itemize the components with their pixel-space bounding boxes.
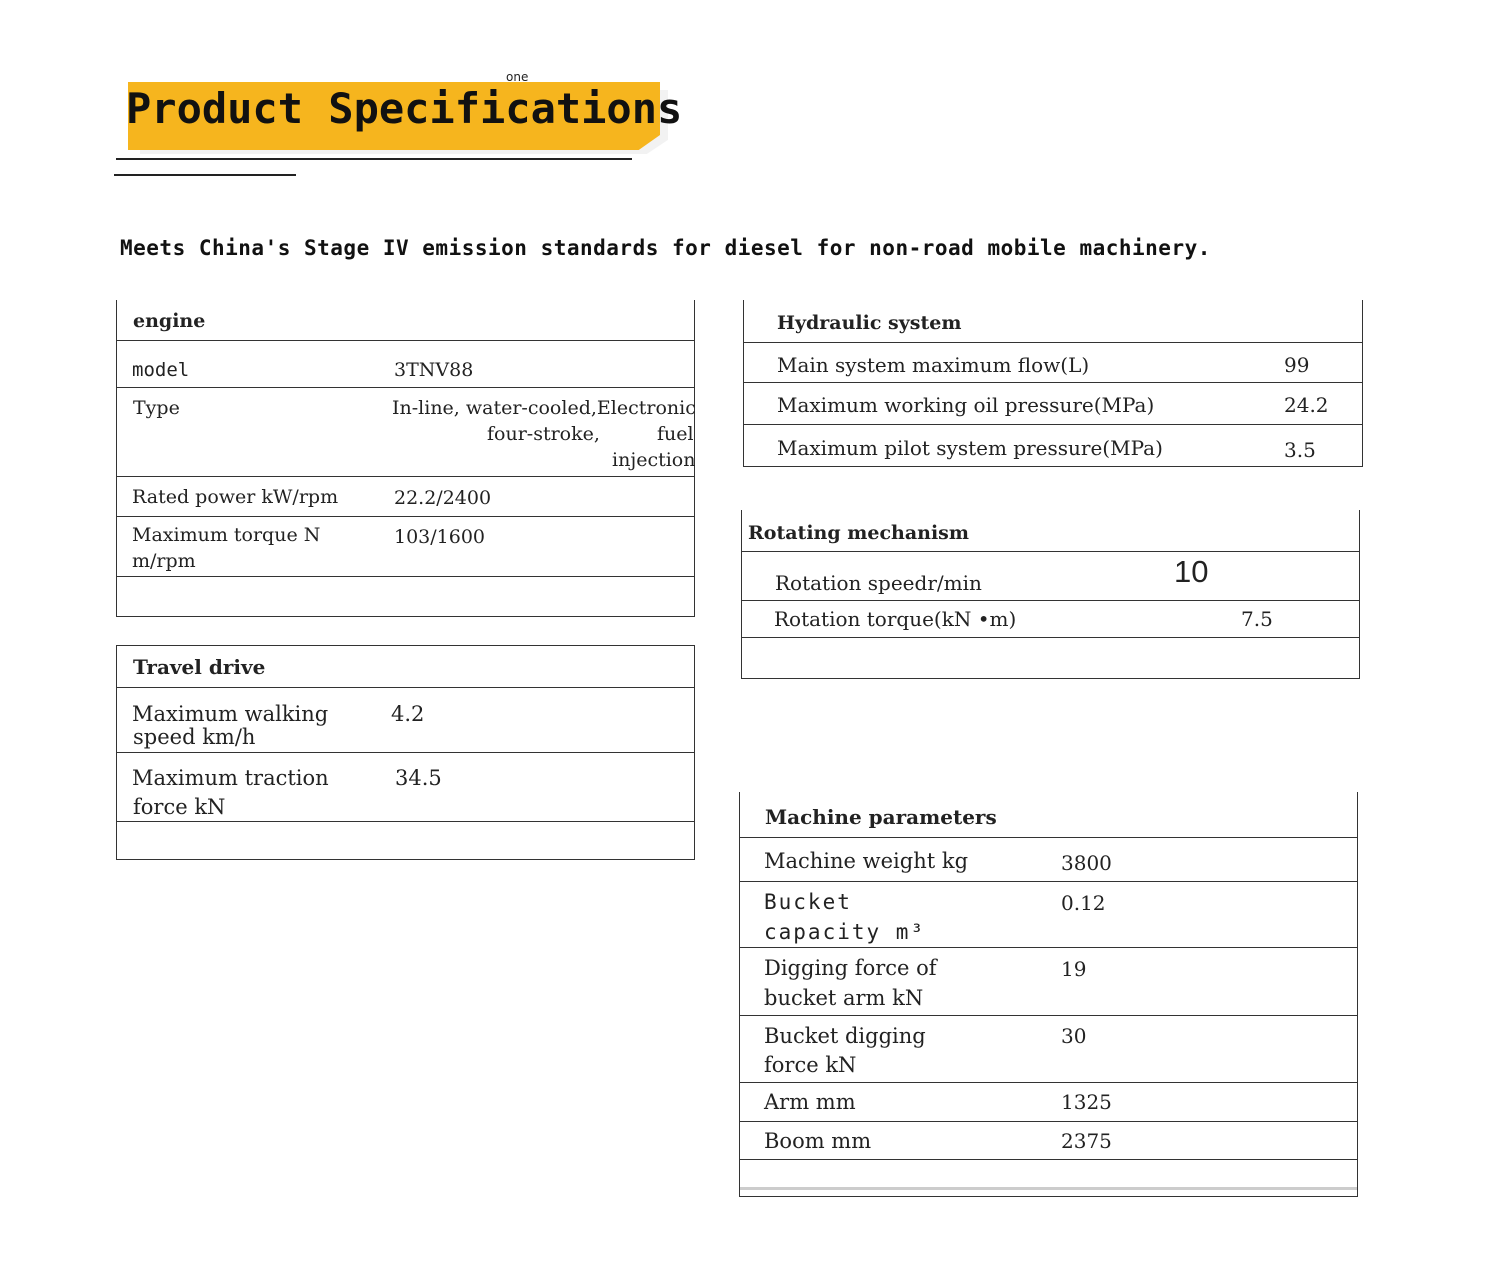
row-value: 7.5 <box>1241 607 1273 631</box>
row-label: Rotation torque(kN •m) <box>774 607 1017 631</box>
row-value-line1: In-line, water-cooled,Electronic <box>392 397 696 419</box>
table-row <box>744 382 1362 425</box>
table-row <box>742 600 1359 638</box>
row-label: model <box>132 359 190 381</box>
engine-title: engine <box>133 310 206 332</box>
table-row <box>740 837 1357 882</box>
page-title: Product Specifications <box>126 84 683 133</box>
row-value: 2375 <box>1061 1129 1112 1153</box>
title-underline-long <box>116 158 632 160</box>
row-label: Maximum pilot system pressure(MPa) <box>777 436 1163 460</box>
row-label: Machine weight kg <box>764 849 969 873</box>
row-label: Type <box>133 397 180 419</box>
row-value: 19 <box>1061 957 1087 981</box>
table-row <box>740 947 1357 1016</box>
engine-table-header <box>117 300 694 341</box>
table-row <box>740 1082 1357 1122</box>
row-value: 3.5 <box>1284 438 1316 462</box>
table-row-empty <box>740 1159 1357 1196</box>
row-label-line2: speed km/h <box>133 725 256 749</box>
table-row <box>742 551 1359 601</box>
banner-tiny-text: one <box>506 70 529 84</box>
table-row <box>740 881 1357 948</box>
table-row <box>117 752 694 822</box>
row-label-line1: Maximum traction <box>132 766 329 790</box>
table-row <box>740 1015 1357 1083</box>
hydraulic-system-header <box>744 300 1362 343</box>
row-value: 24.2 <box>1284 393 1329 417</box>
table-row <box>117 340 694 388</box>
row-value: 0.12 <box>1061 891 1106 915</box>
hydraulic-system-title: Hydraulic system <box>777 312 962 334</box>
row-value: 30 <box>1061 1024 1087 1048</box>
title-underline-short <box>114 174 296 176</box>
table-row <box>740 1121 1357 1160</box>
hydraulic-system-table <box>743 300 1363 467</box>
table-row <box>117 476 694 517</box>
table-row <box>117 687 694 753</box>
travel-drive-header <box>117 646 694 688</box>
row-label: Main system maximum flow(L) <box>777 353 1090 377</box>
row-label: Rated power kW/rpm <box>132 486 339 508</box>
row-label-line1: Bucket digging <box>764 1024 926 1048</box>
row-value: 22.2/2400 <box>394 487 492 509</box>
machine-parameters-table <box>739 792 1358 1197</box>
rotating-mechanism-header <box>742 510 1359 552</box>
machine-parameters-header <box>740 792 1357 838</box>
row-label-line1: Digging force of <box>764 956 937 980</box>
table-row-empty <box>117 576 694 616</box>
table-row <box>117 387 694 477</box>
table-row <box>744 424 1362 466</box>
rotating-mechanism-table <box>741 510 1360 679</box>
row-value: 3800 <box>1061 851 1112 875</box>
row-value-line3: injection <box>612 449 696 471</box>
row-label-line1: Bucket <box>764 890 852 914</box>
table-row-empty <box>117 821 694 860</box>
table-row-empty <box>742 637 1359 678</box>
row-value-line2b: fuel <box>657 423 694 445</box>
row-label: Boom mm <box>764 1129 872 1153</box>
emission-standard-note: Meets China's Stage IV emission standards for diesel for non-road mobile machinery. <box>120 236 1211 260</box>
row-value: 4.2 <box>391 702 425 726</box>
row-label-line2: m/rpm <box>132 550 196 572</box>
row-label-line2: force kN <box>764 1053 857 1077</box>
row-label-line2: bucket arm kN <box>764 986 924 1010</box>
row-value: 3TNV88 <box>394 359 474 381</box>
row-value: 1325 <box>1061 1090 1112 1114</box>
machine-parameters-title: Machine parameters <box>765 805 997 829</box>
row-value: 34.5 <box>395 766 442 790</box>
table-row <box>117 516 694 577</box>
engine-table <box>116 300 695 617</box>
row-label-line2: force kN <box>133 795 226 819</box>
travel-drive-title: Travel drive <box>133 655 266 679</box>
row-value-line2: four-stroke, <box>487 423 600 445</box>
row-label: Arm mm <box>764 1090 856 1114</box>
travel-drive-table <box>116 645 695 860</box>
row-label-line1: Maximum walking <box>132 702 329 726</box>
row-value: 103/1600 <box>394 526 486 548</box>
row-value: 99 <box>1284 353 1310 377</box>
row-label-line2: capacity m³ <box>764 920 926 944</box>
row-label: Rotation speedr/min <box>775 571 982 595</box>
table-row <box>744 342 1362 383</box>
row-label-line1: Maximum torque N <box>132 524 321 546</box>
row-label: Maximum working oil pressure(MPa) <box>777 393 1155 417</box>
rotating-mechanism-title: Rotating mechanism <box>748 522 969 544</box>
row-value: 10 <box>1174 554 1209 589</box>
